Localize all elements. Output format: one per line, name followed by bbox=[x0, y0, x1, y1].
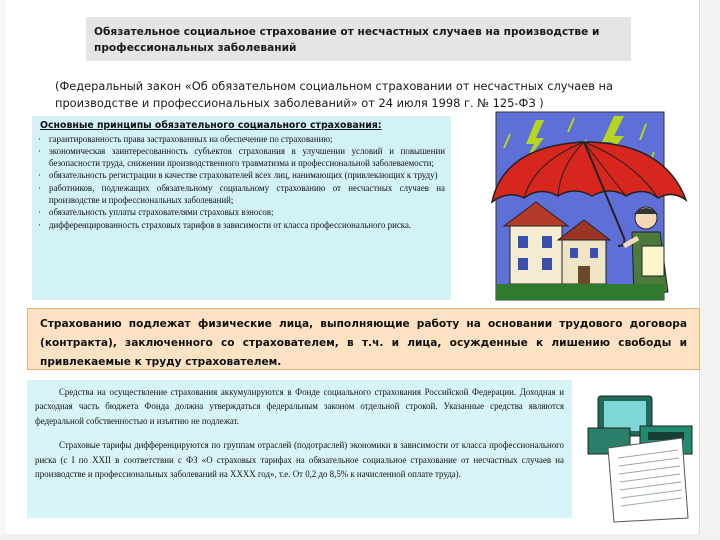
law-reference: (Федеральный закон «Об обязательном социальном страховании от несчастных случаев на производстве и профессиональных заболеваний» от 24 июля 1998 г. № 125-ФЗ ) bbox=[55, 79, 613, 110]
bullet-icon: · bbox=[38, 207, 41, 218]
principle-text: гарантированность права застрахованных на обеспечение по страхованию; bbox=[49, 133, 333, 144]
bullet-icon: · bbox=[38, 170, 41, 181]
principle-text: дифференцированность страховых тарифов в зависимости от класса профессионального риска. bbox=[49, 219, 412, 230]
principles-panel bbox=[32, 116, 451, 300]
tariffs-paragraph: Страховые тарифы дифференцируются по группам отраслей (подотраслей) экономики в зависимости от класса профессионального риска (с I по XXII в соответствии с ФЗ «О страховых тарифах на обязательное социальное страхование от несчастных случаев на производстве и профессиональных заболеваний на XXXX год», т.е. От 0,2 до 8,5% к начисленной оплате труда). bbox=[35, 440, 564, 480]
umbrella-insurance-illustration bbox=[474, 106, 699, 310]
slide-left-border bbox=[0, 0, 6, 540]
principle-item bbox=[38, 134, 445, 146]
bullet-icon: · bbox=[38, 182, 41, 193]
principle-text: обязательность уплаты страхователями страховых взносов; bbox=[49, 207, 274, 218]
principle-item bbox=[38, 207, 445, 219]
page-title: Обязательное социальное страхование от несчастных случаев на производстве и профессиональных заболеваний bbox=[86, 17, 631, 61]
principle-item bbox=[38, 220, 445, 232]
funds-paragraph: Средства на осуществление страхования аккумулируются в Фонде социального страхования Российской Федерации. Доходная и расходная часть бюджета Фонда должна утверждаться федеральным законом отдельной строкой. Указанные средства являются федеральной собственностью и изъятию не подлежат. bbox=[35, 387, 564, 426]
principle-item bbox=[38, 183, 445, 206]
umbrella-icon bbox=[474, 106, 699, 310]
computer-with-document-illustration bbox=[584, 386, 700, 524]
principles-list bbox=[38, 134, 445, 232]
bullet-icon: · bbox=[38, 219, 41, 230]
principle-item bbox=[38, 146, 445, 169]
computer-icon bbox=[584, 386, 700, 524]
principle-text: обязательность регистрации в качестве страхователей всех лиц, нанимающих (привлекающих к труду) bbox=[49, 170, 438, 181]
funds-panel bbox=[27, 380, 572, 518]
bullet-icon: · bbox=[38, 146, 41, 157]
slide-right-border bbox=[699, 0, 720, 540]
principle-text: работников, подлежащих обязательному социальному страхованию от несчастных случаев на производстве и профессиональных заболеваний; bbox=[49, 182, 445, 205]
principle-text: экономическая заинтересованность субъектов страхования в улучшении условий и повышении безопасности труда, снижении производственного травматизма и профессиональной заболеваемости; bbox=[49, 146, 445, 168]
slide-bottom-border bbox=[0, 534, 720, 540]
insured-persons-box: Страхованию подлежат физические лица, выполняющие работу на основании трудового договора (контракта), заключенного со страхователем, в т.ч. и лица, осужденные к лишению свободы и привлекаемые к труду страхователем. bbox=[27, 308, 700, 370]
principle-item bbox=[38, 170, 445, 182]
bullet-icon: · bbox=[38, 133, 41, 144]
principles-heading: Основные принципы обязательного социального страхования: bbox=[40, 120, 382, 131]
